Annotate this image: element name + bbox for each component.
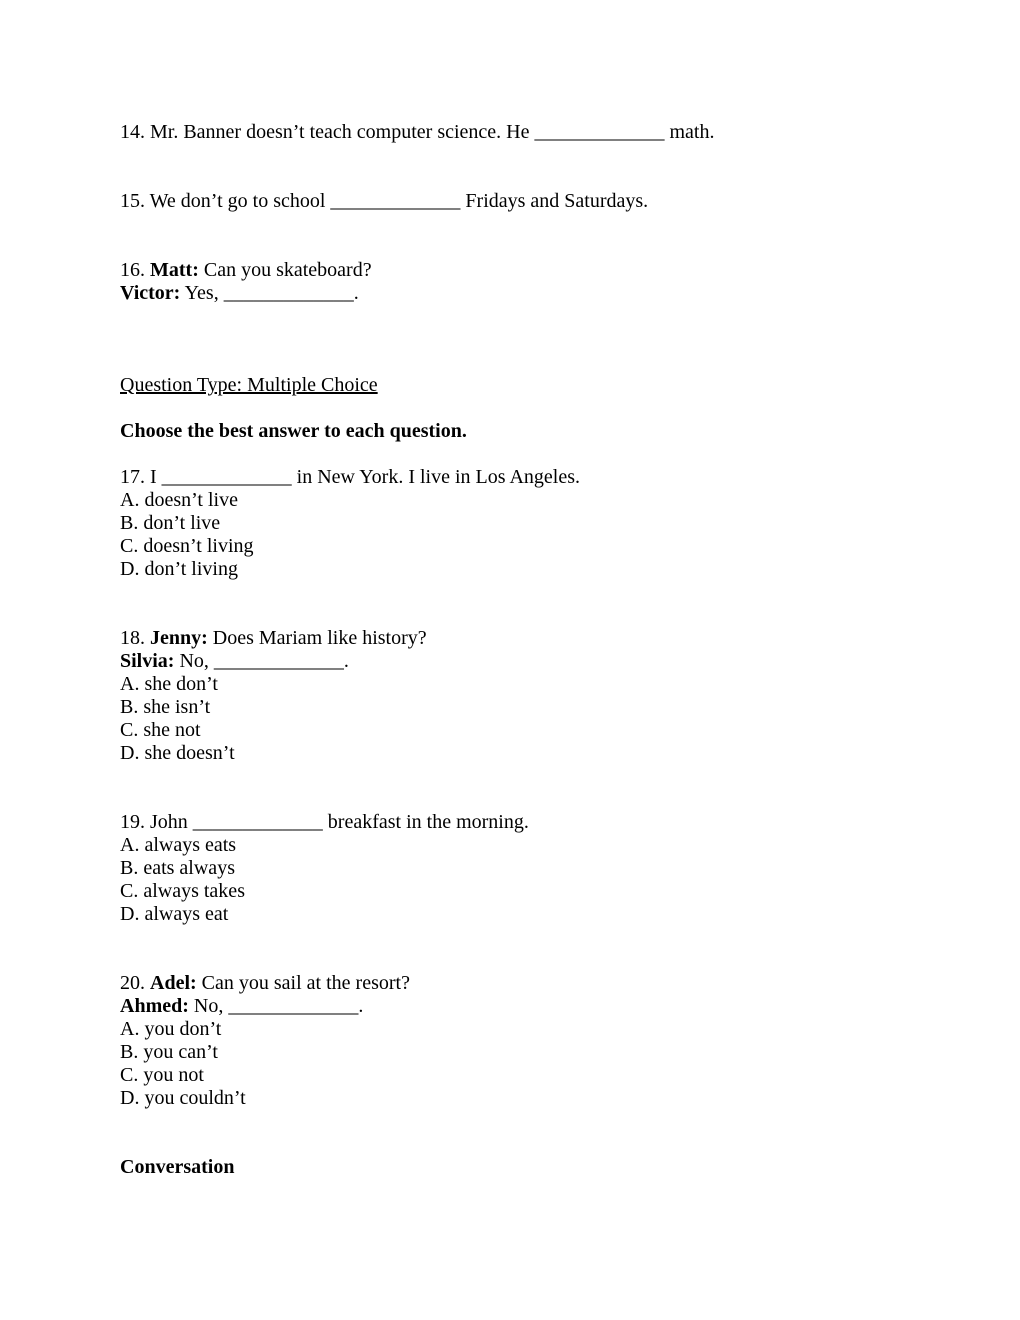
text-segment: 16. — [120, 259, 150, 281]
question-20 — [120, 972, 930, 1110]
question-17-line-1 — [120, 466, 930, 489]
text-segment: B. you can’t — [120, 1041, 218, 1063]
text-segment: Can you skateboard? — [198, 259, 372, 281]
text-segment: 20. — [120, 972, 150, 994]
conversation-heading-line-1 — [120, 1156, 930, 1179]
text-segment: Can you sail at the resort? — [196, 972, 410, 994]
question-17-line-3 — [120, 512, 930, 535]
instructions — [120, 420, 930, 443]
speaker-label: Choose the best answer to each question. — [120, 420, 467, 442]
question-16-line-1 — [120, 259, 930, 282]
conversation-heading — [120, 1156, 930, 1179]
question-16-line-2 — [120, 282, 930, 305]
question-18-line-3 — [120, 673, 930, 696]
text-segment: D. you couldn’t — [120, 1087, 246, 1109]
speaker-label: Conversation — [120, 1156, 235, 1178]
underlined-heading-text: Question Type: Multiple Choice — [120, 374, 378, 396]
text-segment: D. always eat — [120, 903, 229, 925]
text-segment: D. don’t living — [120, 558, 238, 580]
question-19-line-4 — [120, 880, 930, 903]
speaker-label: Silvia: — [120, 650, 175, 672]
speaker-label: Jenny: — [150, 627, 208, 649]
text-segment: C. always takes — [120, 880, 245, 902]
question-16 — [120, 259, 930, 305]
question-19-line-1 — [120, 811, 930, 834]
question-20-line-1 — [120, 972, 930, 995]
text-segment: B. eats always — [120, 857, 235, 879]
question-17-line-4 — [120, 535, 930, 558]
question-15 — [120, 190, 930, 213]
question-17 — [120, 466, 930, 581]
question-20-line-4 — [120, 1041, 930, 1064]
question-19-line-2 — [120, 834, 930, 857]
question-14 — [120, 121, 930, 144]
question-15-line-1 — [120, 190, 930, 213]
question-18-line-2 — [120, 650, 930, 673]
question-20-line-3 — [120, 1018, 930, 1041]
text-segment: B. she isn’t — [120, 696, 211, 718]
question-17-line-5 — [120, 558, 930, 581]
text-segment: A. she don’t — [120, 673, 218, 695]
question-19-line-3 — [120, 857, 930, 880]
text-segment: 17. I _____________ in New York. I live in Los Angeles. — [120, 466, 580, 488]
text-segment: A. you don’t — [120, 1018, 222, 1040]
question-18-line-4 — [120, 696, 930, 719]
speaker-label: Matt: — [150, 259, 199, 281]
instructions-line-1 — [120, 420, 930, 443]
text-segment: A. doesn’t live — [120, 489, 238, 511]
text-segment: B. don’t live — [120, 512, 221, 534]
text-segment: No, _____________. — [174, 650, 349, 672]
text-segment: Yes, _____________. — [180, 282, 359, 304]
text-segment: 15. We don’t go to school _____________ Fridays and Saturdays. — [120, 190, 649, 212]
text-segment: 19. John _____________ breakfast in the morning. — [120, 811, 529, 833]
question-20-line-6 — [120, 1087, 930, 1110]
question-14-line-1 — [120, 121, 930, 144]
text-segment: A. always eats — [120, 834, 237, 856]
question-18-line-5 — [120, 719, 930, 742]
section-heading-multiple-choice — [120, 374, 930, 397]
section-heading-multiple-choice-line-1 — [120, 374, 930, 397]
question-20-line-2 — [120, 995, 930, 1018]
question-20-line-5 — [120, 1064, 930, 1087]
question-19-line-5 — [120, 903, 930, 926]
question-19 — [120, 811, 930, 926]
text-segment: Does Mariam like history? — [207, 627, 427, 649]
question-18 — [120, 627, 930, 765]
text-segment: C. doesn’t living — [120, 535, 254, 557]
speaker-label: Adel: — [150, 972, 197, 994]
text-segment: 14. Mr. Banner doesn’t teach computer science. He _____________ math. — [120, 121, 715, 143]
text-segment: No, _____________. — [188, 995, 364, 1017]
text-segment: C. she not — [120, 719, 201, 741]
text-segment: D. she doesn’t — [120, 742, 235, 764]
question-17-line-2 — [120, 489, 930, 512]
speaker-label: Victor: — [120, 282, 181, 304]
text-segment: 18. — [120, 627, 150, 649]
text-segment: C. you not — [120, 1064, 204, 1086]
question-18-line-1 — [120, 627, 930, 650]
question-18-line-6 — [120, 742, 930, 765]
speaker-label: Ahmed: — [120, 995, 189, 1017]
